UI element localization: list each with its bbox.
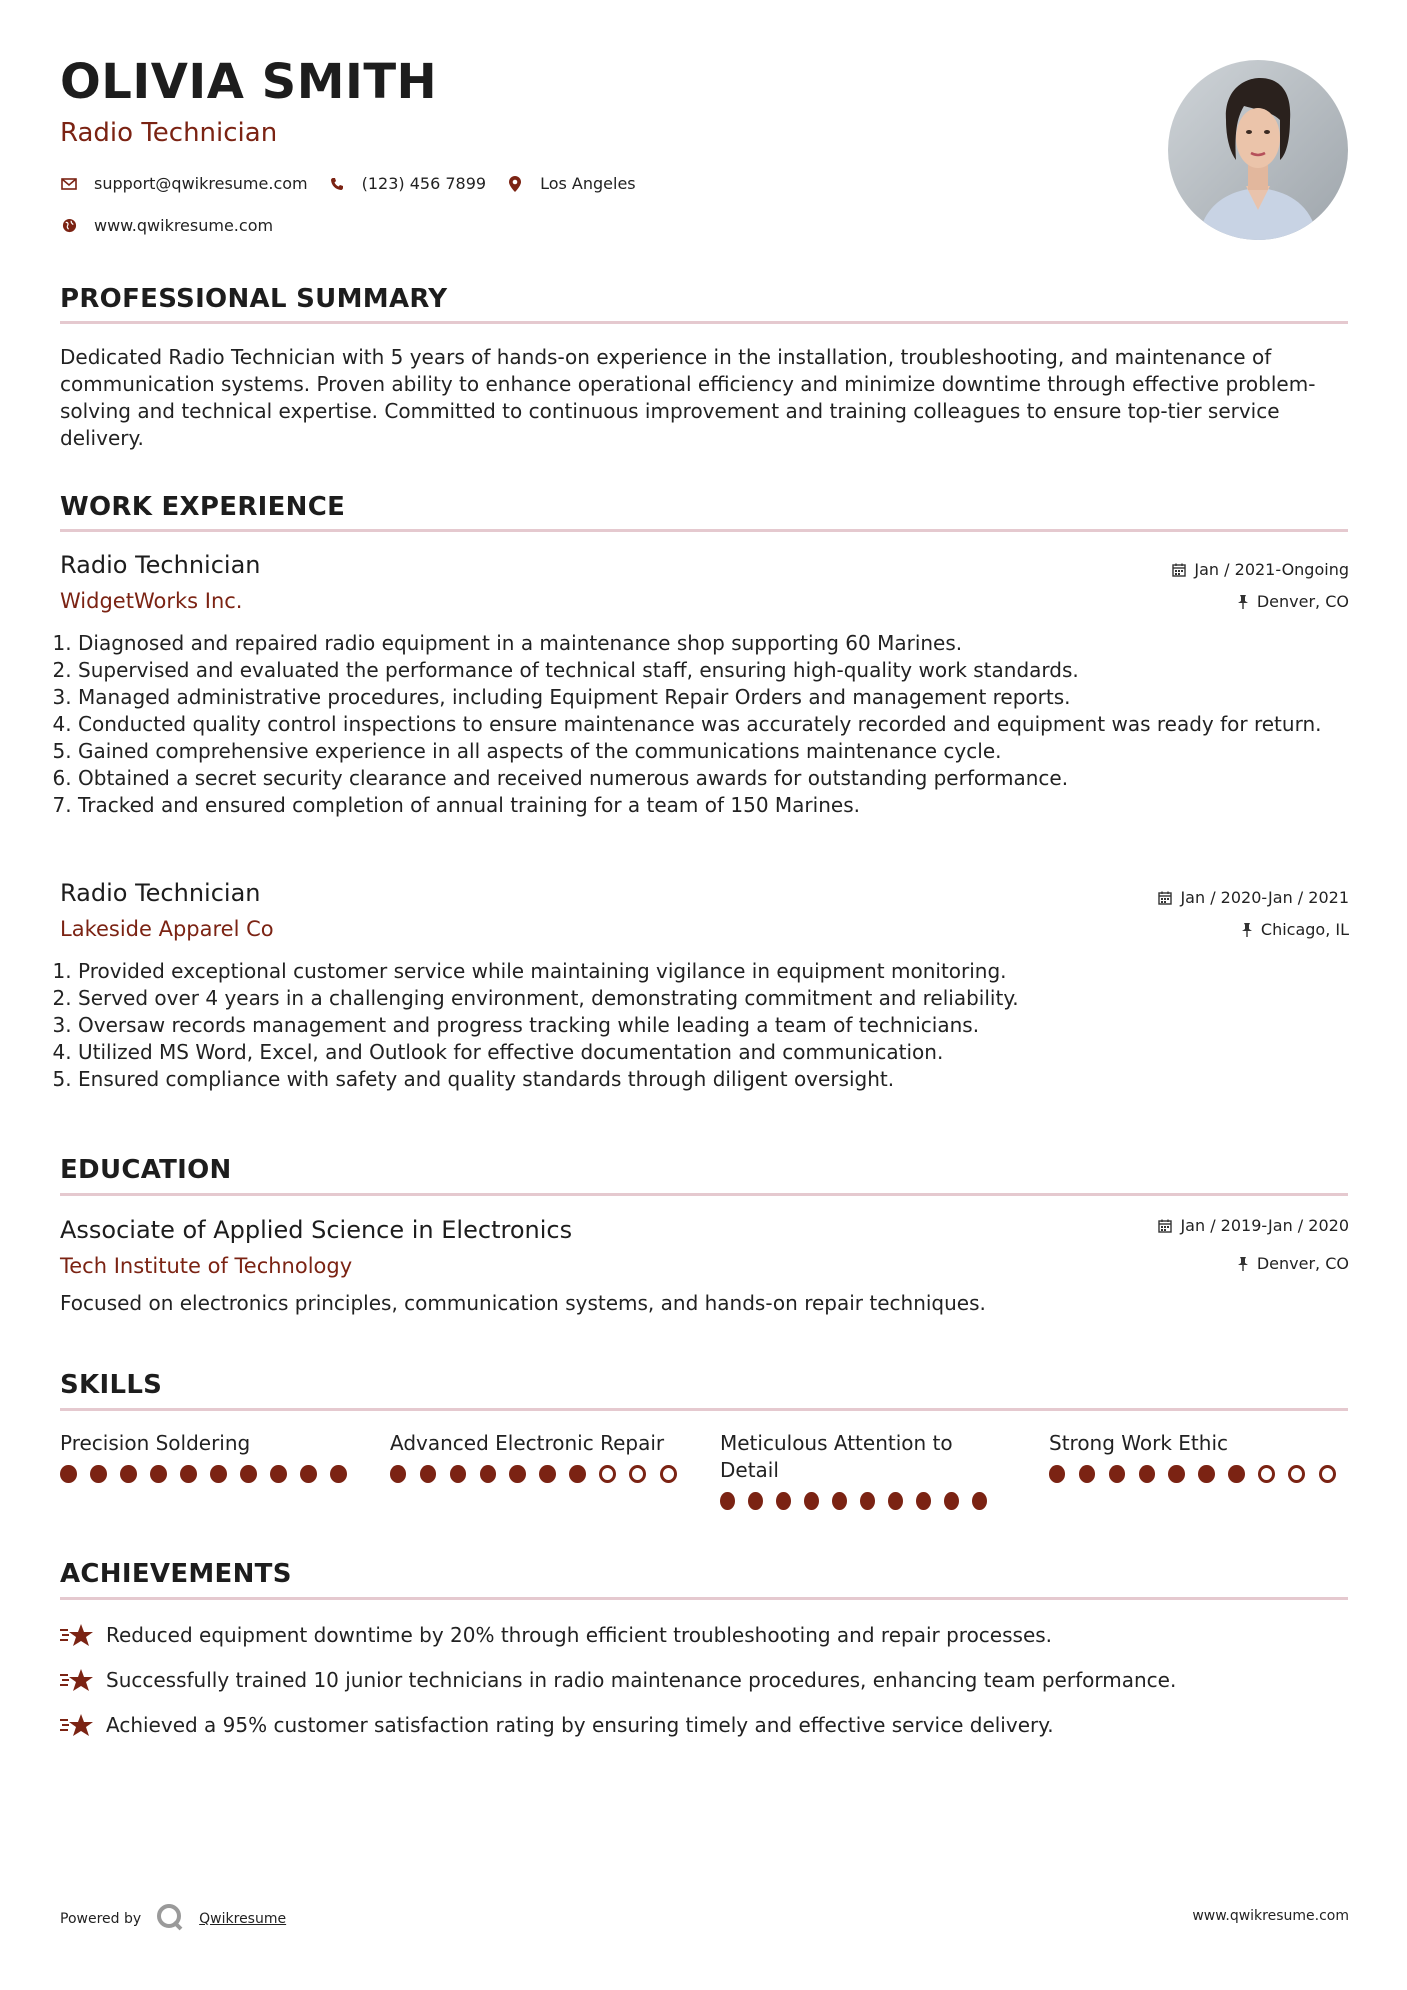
profile-photo (1168, 60, 1348, 240)
rating-dot-filled (860, 1492, 875, 1510)
rating-dot-filled (240, 1465, 257, 1483)
job-bullets (60, 630, 1348, 819)
rating-dot-empty (660, 1465, 677, 1483)
list-item: 1. Provided exceptional customer service while maintaining vigilance in equipment monitoring. (78, 958, 1348, 985)
skill-rating (1049, 1465, 1349, 1483)
list-item: 4. Conducted quality control inspections to ensure maintenance was accurately recorded and equipment was ready for return. (78, 711, 1348, 738)
skill-name: Precision Soldering (60, 1431, 251, 1455)
rating-dot-filled (1079, 1465, 1095, 1483)
rating-dot-filled (210, 1465, 227, 1483)
rating-dot-filled (569, 1465, 585, 1483)
brand-link[interactable]: Qwikresume (199, 1911, 287, 1927)
phone-text[interactable]: (123) 456 7899 (361, 174, 487, 193)
rating-dot-filled (480, 1465, 496, 1483)
job-location-text: Denver, CO (1256, 592, 1349, 611)
job-company: Lakeside Apparel Co (60, 917, 274, 941)
calendar-icon (1158, 1219, 1172, 1233)
achievements-heading: ACHIEVEMENTS (60, 1559, 292, 1589)
skill-name: Meticulous Attention to Detail (720, 1431, 953, 1482)
star-award-icon (60, 1622, 94, 1648)
summary-heading: PROFESSIONAL SUMMARY (60, 284, 448, 314)
job-dates (1172, 562, 1349, 578)
rating-dot-filled (1109, 1465, 1125, 1483)
rating-dot-filled (300, 1465, 317, 1483)
rating-dot-filled (270, 1465, 287, 1483)
rating-dot-filled (776, 1492, 791, 1510)
rating-dot-filled (60, 1465, 77, 1483)
job-location (1237, 594, 1349, 610)
skills-heading: SKILLS (60, 1370, 163, 1400)
footer-website[interactable]: www.qwikresume.com (1192, 1908, 1349, 1924)
education-dates-text: Jan / 2019-Jan / 2020 (1180, 1216, 1349, 1235)
rating-dot-filled (509, 1465, 525, 1483)
rating-dot-empty (1258, 1465, 1275, 1483)
skill-item (60, 1430, 360, 1483)
list-item: 1. Diagnosed and repaired radio equipment in a maintenance shop supporting 60 Marines. (78, 630, 1348, 657)
skill-item (390, 1430, 690, 1483)
job-bullets (60, 958, 1348, 1093)
calendar-icon (1158, 891, 1172, 905)
degree-title: Associate of Applied Science in Electronics (60, 1216, 573, 1244)
rating-dot-filled (944, 1492, 959, 1510)
list-item: 3. Managed administrative procedures, including Equipment Repair Orders and management reports. (78, 684, 1348, 711)
achievement-text: Successfully trained 10 junior technicians in radio maintenance procedures, enhancing team performance. (106, 1668, 1177, 1692)
rating-dot-filled (916, 1492, 931, 1510)
rating-dot-empty (1319, 1465, 1336, 1483)
footer-powered-by (60, 1902, 286, 1936)
pushpin-icon (1241, 923, 1253, 937)
rating-dot-filled (420, 1465, 436, 1483)
skills-divider (60, 1408, 1348, 1411)
list-item: 5. Gained comprehensive experience in all aspects of the communications maintenance cycle. (78, 738, 1348, 765)
skill-rating (60, 1465, 360, 1483)
rating-dot-filled (120, 1465, 137, 1483)
qwikresume-logo-icon (155, 1902, 185, 1936)
rating-dot-filled (748, 1492, 763, 1510)
job-title: Radio Technician (60, 551, 261, 579)
education-description: Focused on electronics principles, communication systems, and hands-on repair techniques. (60, 1291, 986, 1315)
rating-dot-filled (180, 1465, 197, 1483)
rating-dot-filled (450, 1465, 466, 1483)
rating-dot-filled (972, 1492, 987, 1510)
skill-item (1049, 1430, 1349, 1483)
powered-by-label: Powered by (60, 1911, 142, 1927)
rating-dot-filled (1198, 1465, 1214, 1483)
education-location-text: Denver, CO (1256, 1254, 1349, 1273)
rating-dot-filled (539, 1465, 555, 1483)
achievement-item (60, 1667, 1176, 1693)
location-pin-icon (506, 175, 524, 193)
education-heading: EDUCATION (60, 1155, 232, 1185)
website-row (60, 216, 293, 235)
rating-dot-filled (1049, 1465, 1065, 1483)
rating-dot-filled (1228, 1465, 1244, 1483)
job-dates-text: Jan / 2020-Jan / 2021 (1180, 888, 1349, 907)
globe-icon (60, 217, 78, 235)
achievements-divider (60, 1597, 1348, 1600)
job-title: Radio Technician (60, 879, 261, 907)
skill-name: Advanced Electronic Repair (390, 1431, 665, 1455)
rating-dot-empty (629, 1465, 646, 1483)
rating-dot-filled (90, 1465, 107, 1483)
location-text: Los Angeles (540, 174, 636, 193)
list-item: 4. Utilized MS Word, Excel, and Outlook for effective documentation and communication. (78, 1039, 1348, 1066)
skill-name: Strong Work Ethic (1049, 1431, 1228, 1455)
rating-dot-filled (390, 1465, 406, 1483)
education-dates (1158, 1218, 1349, 1234)
rating-dot-filled (720, 1492, 735, 1510)
job-dates-text: Jan / 2021-Ongoing (1194, 560, 1349, 579)
rating-dot-filled (888, 1492, 903, 1510)
job-company: WidgetWorks Inc. (60, 589, 243, 613)
job-location-text: Chicago, IL (1260, 920, 1349, 939)
pushpin-icon (1237, 1257, 1249, 1271)
list-item: 3. Oversaw records management and progress tracking while leading a team of technicians. (78, 1012, 1348, 1039)
rating-dot-empty (1288, 1465, 1305, 1483)
rating-dot-filled (330, 1465, 347, 1483)
rating-dot-filled (804, 1492, 819, 1510)
contact-row (60, 174, 656, 193)
job-dates (1158, 890, 1349, 906)
education-divider (60, 1193, 1348, 1196)
achievement-item (60, 1712, 1054, 1738)
list-item: 2. Served over 4 years in a challenging environment, demonstrating commitment and reliability. (78, 985, 1348, 1012)
website-text[interactable]: www.qwikresume.com (94, 216, 274, 235)
achievement-item (60, 1622, 1052, 1648)
experience-heading: WORK EXPERIENCE (60, 492, 346, 522)
star-award-icon (60, 1667, 94, 1693)
summary-text: Dedicated Radio Technician with 5 years of hands-on experience in the installation, troubleshooting, and maintenance of communication systems. Proven ability to enhance operational efficiency and minimize downtime through effective problem-solving and technical expertise. Committed to continuous improvement and training colleagues to ensure top-tier service delivery. (60, 345, 1316, 450)
list-item: 6. Obtained a secret security clearance and received numerous awards for outstanding performance. (78, 765, 1348, 792)
skill-rating (390, 1465, 690, 1483)
list-item: 7. Tracked and ensured completion of annual training for a team of 150 Marines. (78, 792, 1348, 819)
candidate-title: Radio Technician (60, 118, 278, 148)
experience-divider (60, 529, 1348, 532)
email-text[interactable]: support@qwikresume.com (94, 174, 308, 193)
candidate-name: OLIVIA SMITH (60, 54, 438, 110)
star-award-icon (60, 1712, 94, 1738)
achievement-text: Achieved a 95% customer satisfaction rating by ensuring timely and effective service delivery. (106, 1713, 1054, 1737)
job-location (1241, 922, 1349, 938)
list-item: 5. Ensured compliance with safety and quality standards through diligent oversight. (78, 1066, 1348, 1093)
email-icon (60, 175, 78, 193)
achievement-text: Reduced equipment downtime by 20% through efficient troubleshooting and repair processes. (106, 1623, 1053, 1647)
phone-icon (328, 175, 346, 193)
rating-dot-filled (1139, 1465, 1155, 1483)
education-location (1237, 1256, 1349, 1272)
summary-divider (60, 321, 1348, 324)
rating-dot-filled (150, 1465, 167, 1483)
rating-dot-filled (832, 1492, 847, 1510)
calendar-icon (1172, 563, 1186, 577)
list-item: 2. Supervised and evaluated the performance of technical staff, ensuring high-quality work standards. (78, 657, 1348, 684)
skill-item (720, 1430, 1000, 1510)
rating-dot-filled (1168, 1465, 1184, 1483)
skill-rating (720, 1492, 1000, 1510)
school-name: Tech Institute of Technology (60, 1254, 353, 1278)
rating-dot-empty (599, 1465, 616, 1483)
pushpin-icon (1237, 595, 1249, 609)
